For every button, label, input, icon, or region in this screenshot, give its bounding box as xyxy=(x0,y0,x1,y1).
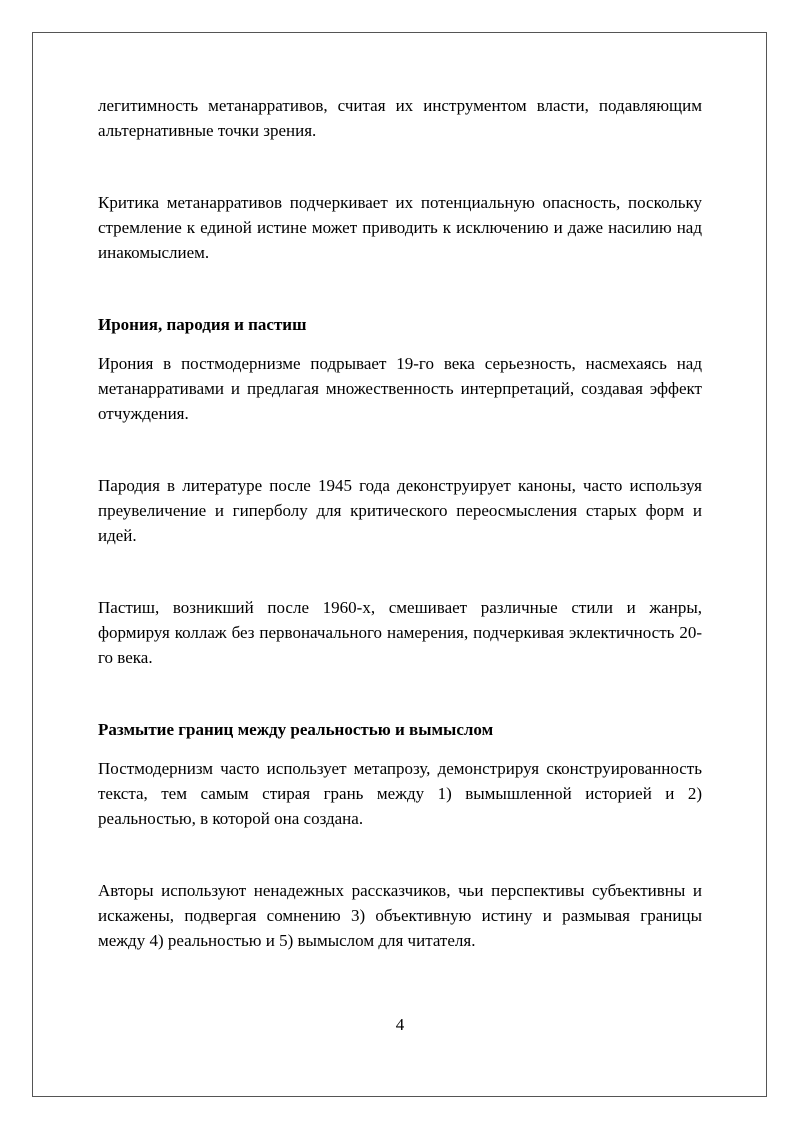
paragraph-pastiche: Пастиш, возникший после 1960-х, смешивает различные стили и жанры, формируя коллаж без первоначального намерения, подчеркивая эклектичность 20-го века. xyxy=(98,598,702,667)
paragraph-unreliable-narrators: Авторы используют ненадежных рассказчиков, чьи перспективы субъективны и искажены, подвергая сомнению 3) объективную истину и размывая границы между 4) реальностью и 5) вымыслом для читателя. xyxy=(98,881,702,950)
section-heading-irony: Ирония, пародия и пастиш xyxy=(98,315,307,334)
paragraph-parody: Пародия в литературе после 1945 года деконструирует каноны, часто используя преувеличение и гиперболу для критического переосмысления старых форм и идей. xyxy=(98,476,702,545)
paragraph-metafiction: Постмодернизм часто использует метапрозу, демонстрируя сконструированность текста, тем самым стирая грань между 1) вымышленной историей и 2) реальностью, в которой она создана. xyxy=(98,759,702,828)
paragraph-metanarratives-critique: Критика метанарративов подчеркивает их потенциальную опасность, поскольку стремление к единой истине может приводить к исключению и даже насилию над инакомыслием. xyxy=(98,193,702,262)
section-heading-boundaries: Размытие границ между реальностью и вымыслом xyxy=(98,720,494,739)
document-body xyxy=(98,93,702,953)
paragraph-metanarratives-legitimacy: легитимность метанарративов, считая их инструментом власти, подавляющим альтернативные точки зрения. xyxy=(98,96,702,140)
page-number: 4 xyxy=(395,1015,405,1034)
paragraph-irony: Ирония в постмодернизме подрывает 19-го века серьезность, насмехаясь над метанарративами и предлагая множественность интерпретаций, создавая эффект отчуждения. xyxy=(98,354,702,423)
